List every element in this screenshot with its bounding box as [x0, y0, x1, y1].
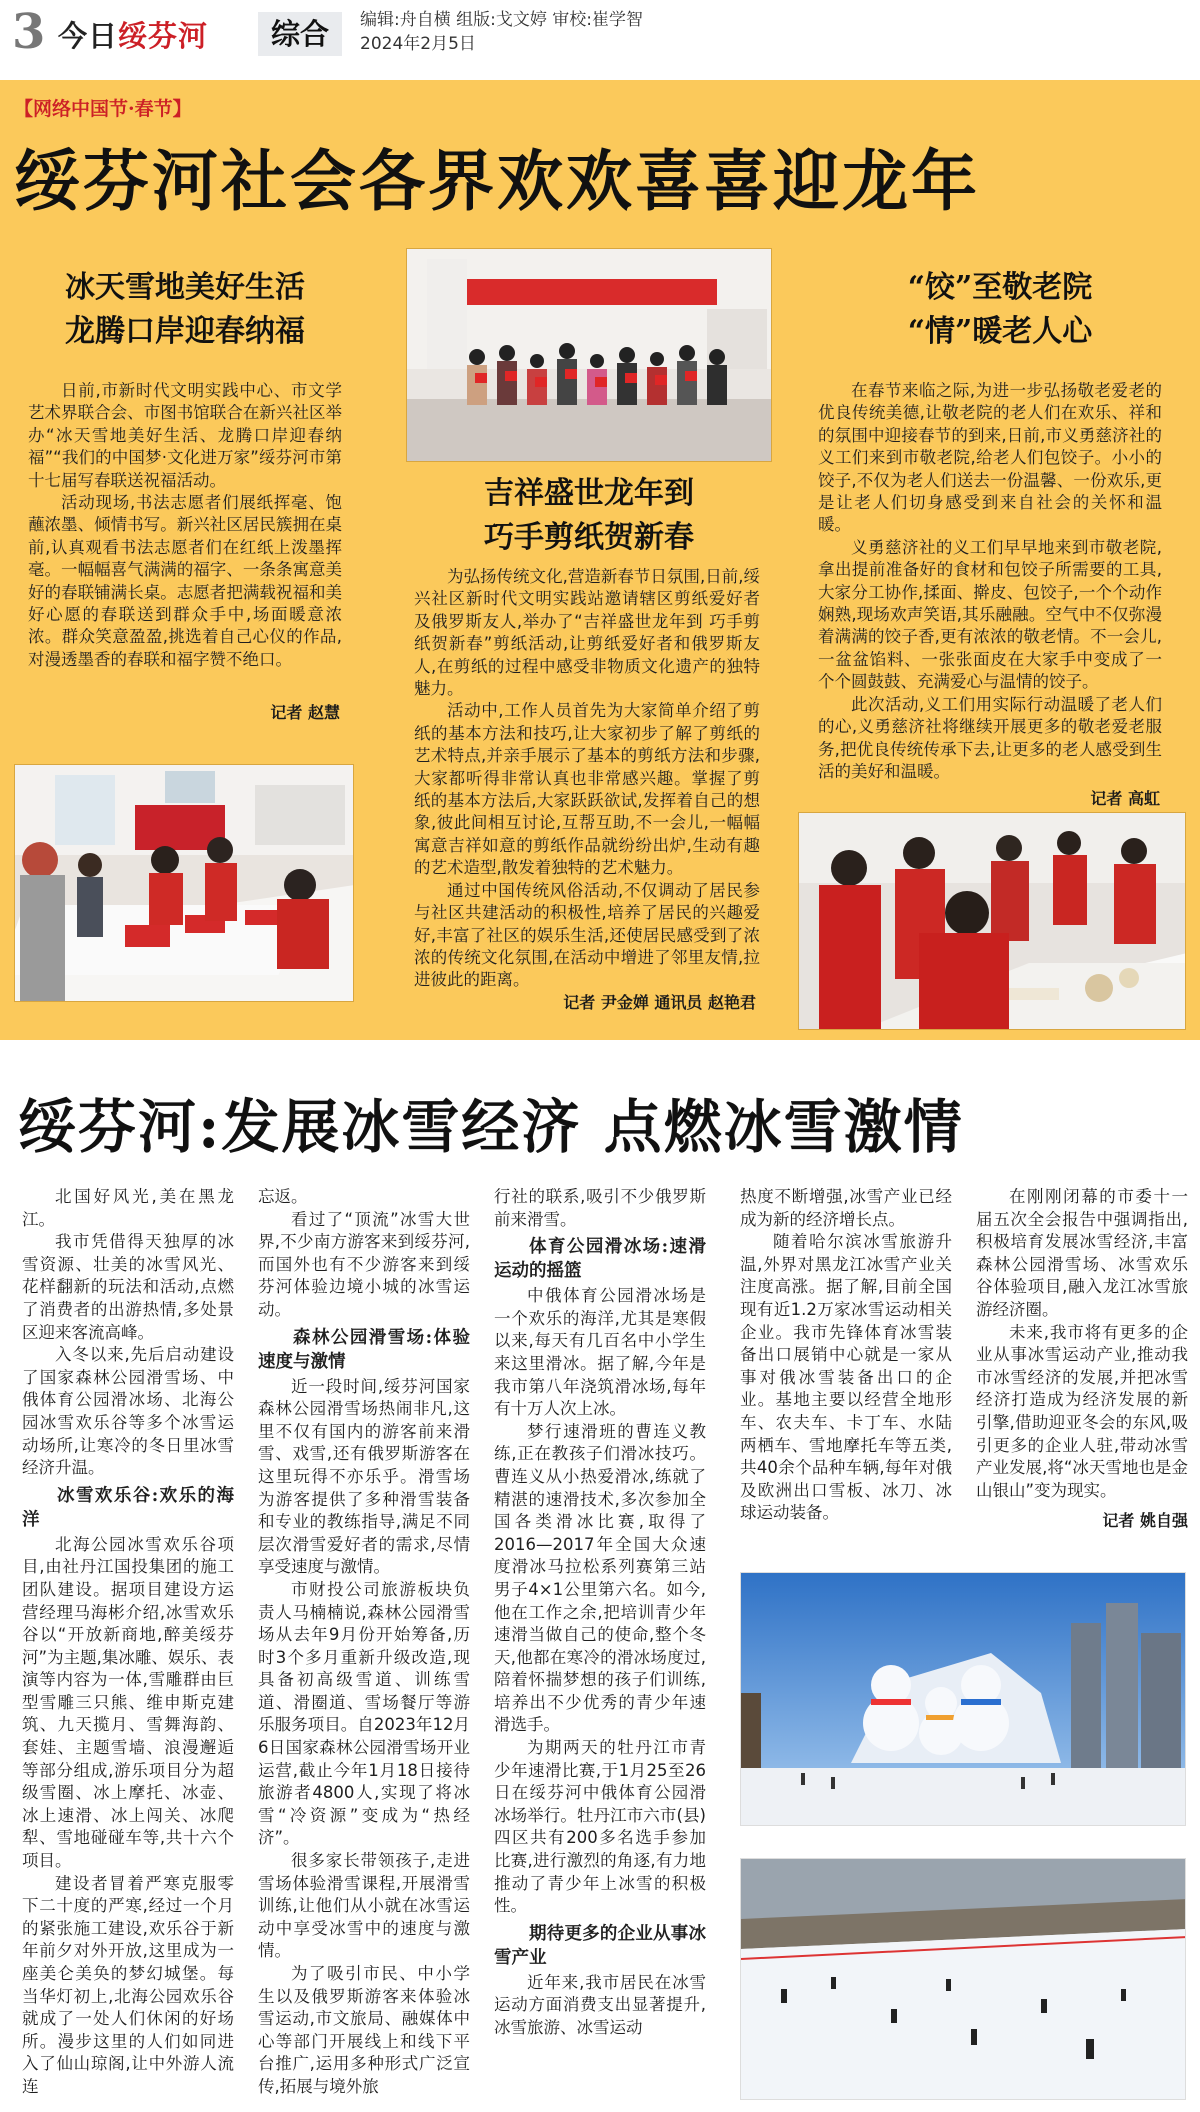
- article-paragraph: 忘返。: [258, 1187, 308, 1206]
- article-paragraph: 北海公园冰雪欢乐谷项目,由社丹江国投集团的施工团队建设。据项目建设方运营经理马海彬介绍,冰雪欢乐谷以“开放新商地,醉美绥芬河”为主题,集冰雕、娱乐、表演等内容为一体,雪雕群由巨型雪雕三只熊、维申斯克建筑、九天揽月、雪舞海韵、套娃、主题雪墙、浪漫邂逅等部分组成,游乐项目分为超级雪圈、冰上摩托、冰壶、冰上速滑、冰上闯关、冰爬犁、雪地碰碰车等,共十六个项目。: [22, 1534, 234, 1871]
- ice-column-1: [22, 1186, 234, 2099]
- masthead: [0, 0, 1200, 80]
- right-story-title-line2: “情”暖老人心: [907, 314, 1093, 349]
- left-story-title: [20, 266, 350, 354]
- right-story-byline: 记者 高虹: [1090, 789, 1160, 808]
- article-paragraph: 梦行速滑班的曹连义教练,正在教孩子们滑冰技巧。曹连义从小热爱滑冰,练就了精湛的速滑技术,多次参加全国各类滑冰比赛,取得了2016—2017年全国大众速度滑冰马拉松系列赛第三站男子4×1公里第六名。如今,他在工作之余,把培训青少年速滑当做自己的使命,整个冬天,他都在寒冷的滑冰场度过,陪着怀揣梦想的孩子们训练,培养出不少优秀的青少年速滑选手。: [494, 1421, 706, 1735]
- article-paragraph: 中俄体育公园滑冰场是一个欢乐的海洋,尤其是寒假以来,每天有几百名中小学生来这里滑冰。据了解,今年是我市第八年浇筑滑冰场,每年有十万人次上冰。: [494, 1286, 706, 1419]
- left-story-title-line1: 冰天雪地美好生活: [65, 270, 305, 305]
- editors-line: 编辑:舟自横 组版:戈文婷 审校:崔学智: [360, 10, 643, 30]
- left-story-byline: 记者 赵慧: [270, 703, 340, 722]
- right-story-title-line1: “饺”至敬老院: [907, 270, 1093, 305]
- subsection-heading: 期待更多的企业从事冰雪产业: [494, 1923, 706, 1968]
- ice-headline: 绥芬河:发展冰雪经济 点燃冰雪激情: [18, 1093, 964, 1161]
- dumpling-photo: [798, 812, 1186, 1030]
- issue-date: 2024年2月5日: [360, 34, 476, 54]
- article-paragraph: 入冬以来,先后启动建设了国家森林公园滑雪场、中俄体育公园滑冰场、北海公园冰雪欢乐谷等多个冰雪运动场所,让寒冷的冬日里冰雪经济升温。: [22, 1345, 234, 1478]
- middle-story-body: [414, 566, 760, 992]
- section-tag: 综合: [258, 12, 342, 56]
- article-paragraph: 看过了“顶流”冰雪大世界,不少南方游客来到绥芬河,而国外也有不少游客来到绥芬河体验边境小城的冰雪运动。: [258, 1209, 470, 1319]
- left-story-paragraph: 活动现场,书法志愿者们展纸挥毫、饱蘸浓墨、倾情书写。新兴社区居民簇拥在桌前,认真观看书法志愿者们在红纸上泼墨挥毫。一幅幅喜气满满的福字、一条条寓意美好的春联铺满长桌。志愿者把满载祝福和美好心愿的春联送到群众手中,场面暖意浓浓。群众笑意盈盈,挑选着自己心仪的作品,对漫透墨香的春联和福字赞不绝口。: [28, 493, 342, 669]
- subsection-heading: 森林公园滑雪场:体验速度与激情: [258, 1327, 470, 1372]
- ice-column-5: [976, 1186, 1188, 1533]
- paper-cutting-photo-image: [407, 249, 772, 462]
- editor-credits: [360, 8, 643, 56]
- middle-story-paragraph: 为弘扬传统文化,营造新春节日氛围,日前,绥兴社区新时代文明实践站邀请辖区剪纸爱好者及俄罗斯友人,举办了“吉祥盛世龙年到 巧手剪纸贺新春”剪纸活动,让剪纸爱好者和俄罗斯友人,在剪纸的过程中感受非物质文化遗产的独特魅力。: [414, 567, 760, 699]
- article-paragraph: 我市凭借得天独厚的冰雪资源、壮美的冰雪风光、花样翻新的玩法和活动,点燃了消费者的出游热情,多处景区迎来客流高峰。: [22, 1232, 234, 1342]
- right-story-paragraph: 此次活动,义工们用实际行动温暖了老人们的心,义勇慈济社将继续开展更多的敬老爱老服务,把优良传统传承下去,让更多的老人感受到生活的美好和温暖。: [818, 694, 1162, 781]
- article-paragraph: 北国好风光,美在黑龙江。: [22, 1187, 234, 1229]
- middle-story-byline: 记者 尹金婵 通讯员 赵艳君: [563, 993, 756, 1012]
- right-story-body: [818, 380, 1162, 783]
- middle-story-paragraph: 通过中国传统风俗活动,不仅调动了居民参与社区共建活动的积极性,培养了居民的兴趣爱好,丰富了社区的娱乐生活,还使居民感受到了浓浓的传统文化氛围,在活动中增进了邻里友情,拉进彼此的距离。: [414, 880, 760, 990]
- snow-sculpture-photo-image: [741, 1573, 1186, 1826]
- ice-column-2: [258, 1186, 470, 2099]
- left-story-title-line2: 龙腾口岸迎春纳福: [65, 314, 305, 349]
- subsection-heading: 冰雪欢乐谷:欢乐的海洋: [22, 1485, 234, 1530]
- article-paragraph: 市财投公司旅游板块负责人马楠楠说,森林公园滑雪场从去年9月份开始筹备,历时3个多月重新升级改造,现具备初高级雪道、训练雪道、滑圈道、雪场餐厅等游乐服务项目。自2023年12月6日国家森林公园滑雪场开业运营,截止今年1月18日接待旅游者4800人,实现了将冰雪“冷资源”变成为“热经济”。: [258, 1579, 470, 1848]
- snow-sculpture-photo: [740, 1572, 1186, 1826]
- ski-slope-photo-image: [741, 1859, 1186, 2100]
- main-headline: 绥芬河社会各界欢欢喜喜迎龙年: [14, 142, 980, 220]
- article-paragraph: 很多家长带领孩子,走进雪场体验滑雪课程,开展滑雪训练,让他们从小就在冰雪运动中享受冰雪中的速度与激情。: [258, 1851, 470, 1961]
- column-tag: 【网络中国节·春节】: [14, 98, 192, 120]
- article-paragraph: 在刚刚闭幕的市委十一届五次全会报告中强调指出,积极培育发展冰雪经济,丰富森林公园滑雪场、冰雪欢乐谷体验项目,融入龙江冰雪旅游经济圈。: [976, 1187, 1188, 1319]
- paper-name: [58, 14, 208, 55]
- page-number: 3: [12, 4, 46, 60]
- middle-story-title: [406, 472, 772, 560]
- article-paragraph: 未来,我市将有更多的企业从事冰雪运动产业,推动我市冰雪经济的发展,并把冰雪经济打造成为经济发展的新引擎,借助迎亚冬会的东风,吸引更多的企业人驻,带动冰雪产业发展,将“冰天雪地也是金山银山”变为现实。: [976, 1322, 1188, 1500]
- subsection-heading: 体育公园滑冰场:速滑运动的摇篮: [494, 1237, 706, 1282]
- paper-name-city: 绥芬河: [118, 19, 209, 53]
- paper-name-prefix: 今日: [58, 19, 119, 53]
- right-story-paragraph: 在春节来临之际,为进一步弘扬敬老爱老的优良传统美德,让敬老院的老人们在欢乐、祥和的氛围中迎接春节的到来,日前,市义勇慈济社的义工们来到市敬老院,给老人们包饺子。小小的饺子,不仅为老人们送去一份温馨、一份欢乐,更是让老人们切身感受到来自社会的关怀和温暖。: [818, 381, 1162, 535]
- right-story-paragraph: 义勇慈济社的义工们早早地来到市敬老院,拿出提前准备好的食材和包饺子所需要的工具,大家分工协作,揉面、擀皮、包饺子,一个个动作娴熟,现场欢声笑语,其乐融融。空气中不仅弥漫着满满的饺子香,更有浓浓的敬老情。不一会儿,一盆盆馅料、一张张面皮在大家手中变成了一个个圆鼓鼓、充满爱心与温情的饺子。: [818, 537, 1162, 692]
- article-paragraph: 行社的联系,吸引不少俄罗斯前来滑雪。: [494, 1187, 706, 1229]
- dumpling-photo-image: [799, 813, 1186, 1030]
- right-story-title: [820, 266, 1180, 354]
- article-paragraph: 近一段时间,绥芬河国家森林公园滑雪场热闹非凡,这里不仅有国内的游客前来滑雪、戏雪,还有俄罗斯游客在这里玩得不亦乐乎。滑雪场为游客提供了多种滑雪装备和专业的教练指导,满足不同层次滑雪爱好者的需求,尽情享受速度与激情。: [258, 1376, 470, 1577]
- article-paragraph: 近年来,我市居民在冰雪运动方面消费支出显著提升,冰雪旅游、冰雪运动: [494, 1972, 706, 2037]
- ski-slope-photo: [740, 1858, 1186, 2100]
- middle-story-title-line2: 巧手剪纸贺新春: [484, 520, 694, 555]
- article-paragraph: 为了吸引市民、中小学生以及俄罗斯游客来体验冰雪运动,市文旅局、融媒体中心等部门开展线上和线下平台推广,运用多种形式广泛宣传,拓展与境外旅: [258, 1964, 470, 2096]
- article-paragraph: 为期两天的牡丹江市青少年速滑比赛,于1月25至26日在绥芬河中俄体育公园滑冰场举行。牡丹江市六市(县)四区共有200多名选手参加比赛,进行激烈的角逐,有力地推动了青少年上冰雪的积极性。: [494, 1738, 706, 1916]
- ice-column-3: [494, 1186, 706, 2040]
- left-story-body: [28, 380, 342, 671]
- article-paragraph: 建设者冒着严寒克服零下二十度的严寒,经过一个月的紧张施工建设,欢乐谷于新年前夕对外开放,这里成为一座美仑美奂的梦幻城堡。每当华灯初上,北海公园欢乐谷就成了一处人们休闲的好场所。漫步这里的人们如同进入了仙山琼阁,让中外游人流连: [22, 1873, 234, 2096]
- ice-column-4: [740, 1186, 952, 1525]
- left-story-paragraph: 日前,市新时代文明实践中心、市文学艺术界联合会、市图书馆联合在新兴社区举办“冰天雪地美好生活、龙腾口岸迎春纳福”“我们的中国梦·文化进万家”绥芬河市第十七届写春联送祝福活动。: [28, 381, 342, 490]
- middle-story-title-line1: 吉祥盛世龙年到: [484, 476, 694, 511]
- ice-feature-byline: 记者 姚自强: [1102, 1511, 1188, 1531]
- calligraphy-photo: [14, 764, 354, 1002]
- calligraphy-photo-image: [15, 765, 354, 1002]
- article-paragraph: 随着哈尔滨冰雪旅游升温,外界对黑龙江冰雪产业关注度高涨。据了解,目前全国现有近1.2万家冰雪运动相关企业。我市先锋体育冰雪装备出口展销中心就是一家从事对俄冰雪装备出口的企业。基地主要以经营全地形车、农夫车、卡丁车、水陆两栖车、雪地摩托车等五类,共40余个品种车辆,每年对俄及欧洲出口雪板、冰刀、冰球运动装备。: [740, 1232, 952, 1523]
- paper-cutting-photo: [406, 248, 772, 462]
- article-paragraph: 热度不断增强,冰雪产业已经成为新的经济增长点。: [740, 1187, 952, 1229]
- middle-story-paragraph: 活动中,工作人员首先为大家简单介绍了剪纸的基本方法和技巧,让大家初步了解了剪纸的艺术特点,并亲手展示了基本的剪纸方法和步骤,大家都听得非常认真也非常感兴趣。掌握了剪纸的基本方法后,大家跃跃欲试,发挥着自己的想象,彼此间相互讨论,互帮互助,不一会儿,一幅幅寓意吉祥如意的剪纸作品就纷纷出炉,生动有趣的艺术造型,散发着独特的艺术魅力。: [414, 701, 760, 878]
